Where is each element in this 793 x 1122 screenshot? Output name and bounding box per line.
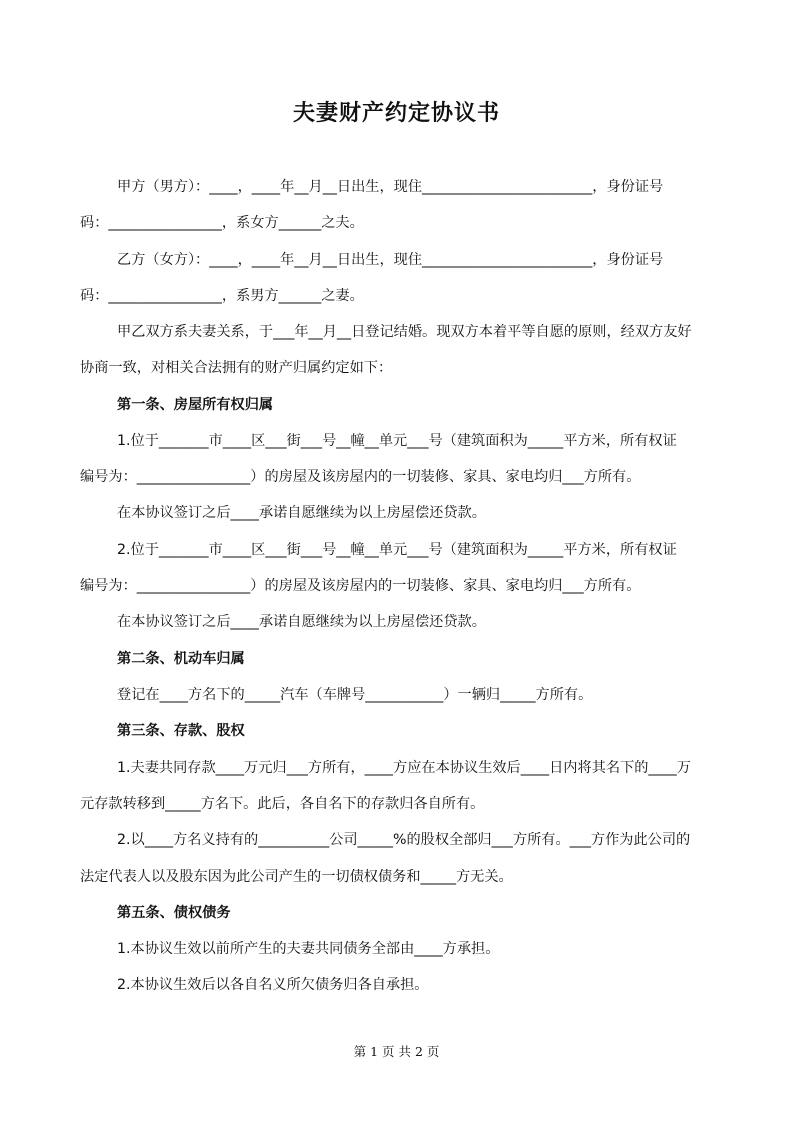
- clause-1-1-line-1: 1.位于_______市____区___街___号__幢__单元___号（建筑面积为_____平方米，所有权证: [117, 433, 677, 449]
- section-heading-5: 第五条、债权债务: [117, 905, 231, 921]
- party-b-line-1: 乙方（女方）：____，____年__月__日出生，现住________________________，身份证号: [117, 252, 664, 268]
- clause-5-1-line: 1.本协议生效以前所产生的夫妻共同债务全部由____方承担。: [117, 941, 500, 957]
- clause-3-1-line-2: 元存款转移到_____方名下。此后，各自名下的存款归各自所有。: [80, 796, 485, 812]
- intro-line-2: 协商一致，对相关合法拥有的财产归属约定如下：: [80, 360, 393, 376]
- party-a-line-1: 甲方（男方）：____，____年__月__日出生，现住________________________，身份证号: [117, 179, 664, 195]
- intro-line-1: 甲乙双方系夫妻关系，于___年__月__日登记结婚。现双方本着平等自愿的原则，经双方友好: [117, 324, 692, 340]
- clause-2-line: 登记在____方名下的_____汽车（车牌号___________）一辆归_____方所有。: [117, 687, 593, 703]
- clause-3-2-line-1: 2.以____方名义持有的__________公司_____%的股权全部归___方所有。___方作为此公司的: [117, 832, 691, 848]
- clause-1-2-note: 在本协议签订之后____承诺自愿继续为以上房屋偿还贷款。: [117, 614, 486, 630]
- clause-3-1-line-1: 1.夫妻共同存款____万元归___方所有，____方应在本协议生效后____日内将其名下的____万: [117, 760, 691, 776]
- party-b-line-2: 码：________________，系男方______之妻。: [80, 288, 364, 304]
- party-a-line-2: 码：________________，系女方______之夫。: [80, 215, 364, 231]
- section-heading-2: 第二条、机动车归属: [117, 651, 245, 667]
- clause-3-2-line-2: 法定代表人以及股东因为此公司产生的一切债权债务和_____方无关。: [80, 869, 513, 885]
- clause-1-2-line-2: 编号为：________________）的房屋及该房屋内的一切装修、家具、家电均归___方所有。: [80, 578, 641, 594]
- section-heading-3: 第三条、存款、股权: [117, 723, 245, 739]
- clause-5-2-line: 2.本协议生效后以各自名义所欠债务归各自承担。: [117, 977, 429, 993]
- clause-1-2-line-1: 2.位于_______市____区___街___号__幢__单元___号（建筑面积为_____平方米，所有权证: [117, 542, 677, 558]
- clause-1-1-line-2: 编号为：________________）的房屋及该房屋内的一切装修、家具、家电均归___方所有。: [80, 469, 641, 485]
- page-number-footer: 第 1 页 共 2 页: [353, 1044, 440, 1059]
- document-title: 夫妻财产约定协议书: [292, 100, 500, 126]
- clause-1-1-note: 在本协议签订之后____承诺自愿继续为以上房屋偿还贷款。: [117, 505, 486, 521]
- section-heading-1: 第一条、房屋所有权归属: [117, 397, 274, 413]
